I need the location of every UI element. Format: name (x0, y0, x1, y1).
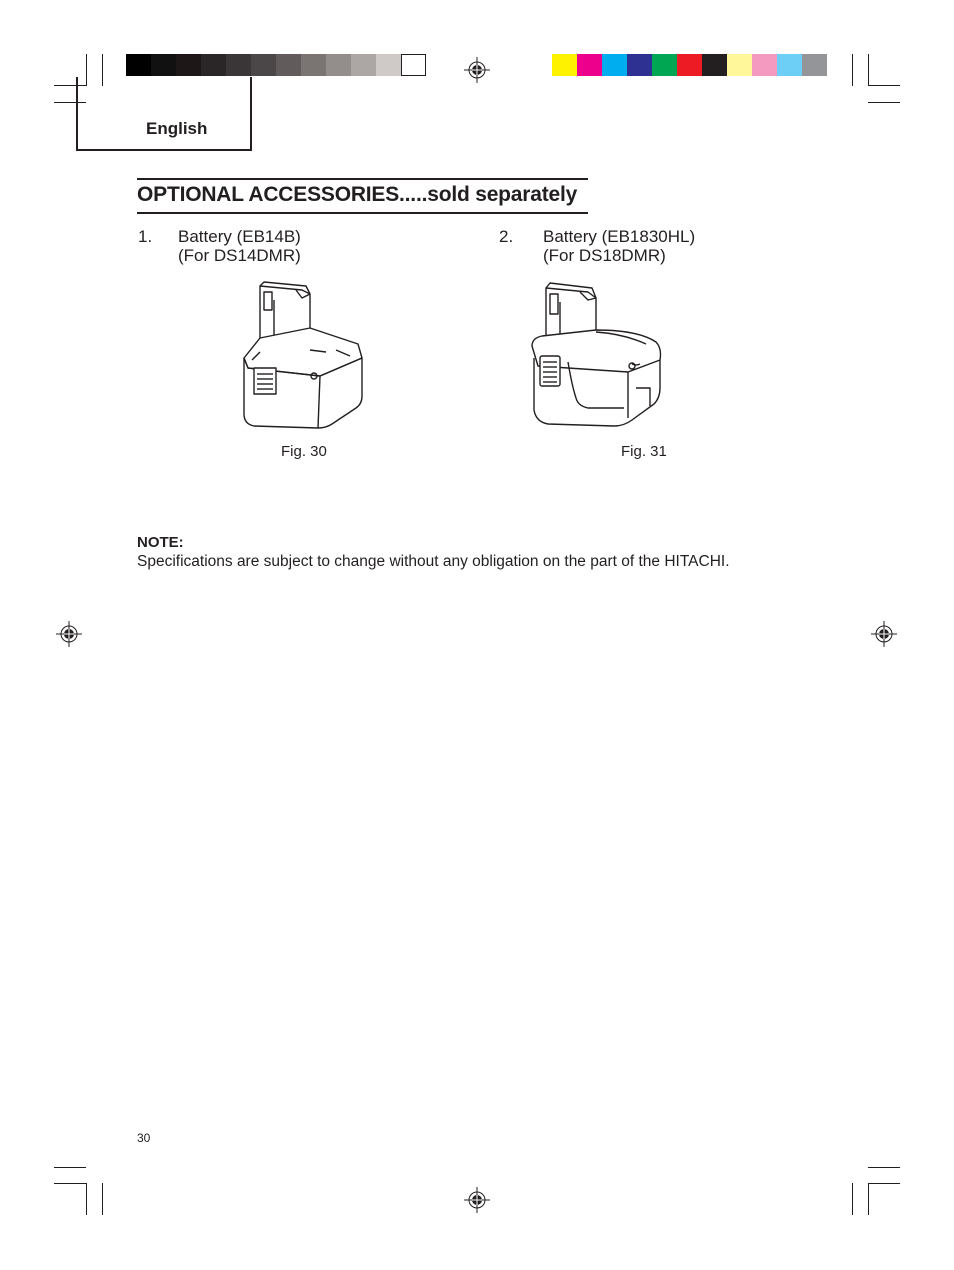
registration-mark-icon (871, 621, 897, 647)
gray-swatch (251, 54, 276, 76)
gray-swatch (326, 54, 351, 76)
crop-mark (868, 1167, 900, 1168)
color-swatch (602, 54, 627, 76)
item-label: Battery (EB1830HL) (543, 227, 696, 246)
page-number: 30 (137, 1131, 151, 1145)
color-swatch (677, 54, 702, 76)
item-sublabel: (For DS14DMR) (178, 246, 301, 265)
gray-swatch (301, 54, 326, 76)
battery-eb1830hl-illustration (528, 280, 666, 430)
crop-mark (868, 54, 869, 86)
crop-mark (852, 1183, 853, 1215)
registration-mark-icon (464, 1187, 490, 1213)
gray-swatch (276, 54, 301, 76)
gray-swatch (126, 54, 151, 76)
gray-swatch (226, 54, 251, 76)
note-text: Specifications are subject to change without any obligation on the part of the HITACHI. (137, 553, 730, 570)
item-number: 2. (499, 227, 514, 246)
color-swatch (752, 54, 777, 76)
crop-mark (852, 54, 853, 86)
language-tab-label: English (146, 119, 208, 138)
color-swatch (802, 54, 827, 76)
item-number: 1. (138, 227, 153, 246)
gray-swatch (351, 54, 376, 76)
crop-mark (868, 1183, 900, 1184)
crop-mark (868, 102, 900, 103)
crop-mark (868, 85, 900, 86)
heading-rule-top (137, 178, 588, 180)
figure-caption: Fig. 30 (281, 443, 327, 460)
color-swatch (627, 54, 652, 76)
note-heading: NOTE: (137, 534, 184, 551)
gray-swatch (176, 54, 201, 76)
figure-caption: Fig. 31 (621, 443, 667, 460)
crop-mark (102, 1183, 103, 1215)
registration-mark-icon (464, 57, 490, 83)
gray-swatch (201, 54, 226, 76)
gray-swatch (151, 54, 176, 76)
item-label: Battery (EB14B) (178, 227, 301, 246)
section-heading: OPTIONAL ACCESSORIES.....sold separately (137, 183, 578, 206)
crop-mark (86, 1183, 87, 1215)
color-swatch (577, 54, 602, 76)
battery-eb14b-illustration (240, 280, 368, 430)
registration-mark-icon (56, 621, 82, 647)
crop-mark (54, 1183, 86, 1184)
crop-mark (54, 1167, 86, 1168)
color-swatch (727, 54, 752, 76)
language-tab-box (76, 77, 252, 151)
gray-swatch (376, 54, 401, 76)
heading-rule-bottom (137, 212, 588, 214)
color-swatch (552, 54, 577, 76)
crop-mark (868, 1183, 869, 1215)
color-swatch (652, 54, 677, 76)
gray-swatch (401, 54, 426, 76)
color-swatch (777, 54, 802, 76)
color-swatch (702, 54, 727, 76)
item-sublabel: (For DS18DMR) (543, 246, 666, 265)
